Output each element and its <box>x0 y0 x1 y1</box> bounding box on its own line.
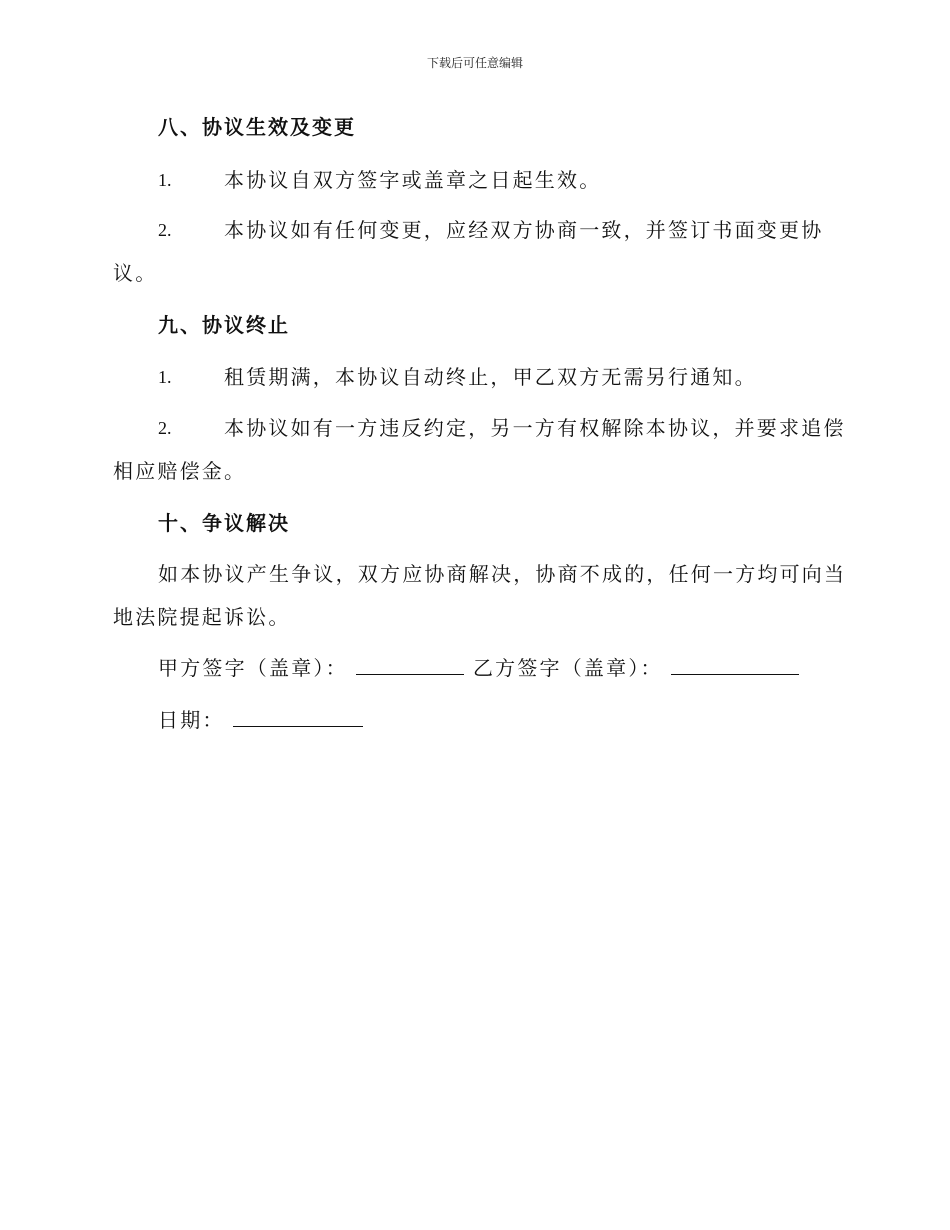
section-9-item-2-text-line-1: 本协议如有一方违反约定，另一方有权解除本协议，并要求追偿 <box>224 416 846 440</box>
section-9-item-1-number: 1. <box>158 367 172 387</box>
section-8-item-1-number: 1. <box>158 170 172 190</box>
section-8-item-1-text: 本协议自双方签字或盖章之日起生效。 <box>224 168 602 192</box>
section-8-heading: 八、协议生效及变更 <box>158 115 356 139</box>
section-9-item-2-text-line-2: 相应赔偿金。 <box>113 459 247 483</box>
section-10-paragraph-line-1: 如本协议产生争议，双方应协商解决，协商不成的，任何一方均可向当 <box>158 562 847 586</box>
section-8-item-2-text-line-2: 议。 <box>113 261 158 285</box>
section-8-item-2-number: 2. <box>158 220 172 240</box>
party-a-signature-label: 甲方签字（盖章）： <box>158 656 348 680</box>
section-9-heading: 九、协议终止 <box>158 313 290 337</box>
section-8-item-2-text-line-1: 本协议如有任何变更，应经双方协商一致，并签订书面变更协 <box>224 218 824 242</box>
header-note: 下载后可任意编辑 <box>426 56 523 70</box>
section-9-item-2-number: 2. <box>158 418 172 438</box>
date-row <box>158 706 363 734</box>
section-9-item-1-text: 租赁期满，本协议自动终止，甲乙双方无需另行通知。 <box>224 365 757 389</box>
date-label: 日期： <box>158 708 225 732</box>
party-b-signature-blank <box>671 656 799 675</box>
party-a-signature-blank <box>356 656 464 675</box>
section-10-heading: 十、争议解决 <box>158 511 290 535</box>
party-b-signature-label: 乙方签字（盖章）： <box>472 656 663 680</box>
date-blank <box>233 708 363 727</box>
signature-row <box>158 654 799 682</box>
section-10-paragraph-line-2: 地法院提起诉讼。 <box>113 605 291 629</box>
